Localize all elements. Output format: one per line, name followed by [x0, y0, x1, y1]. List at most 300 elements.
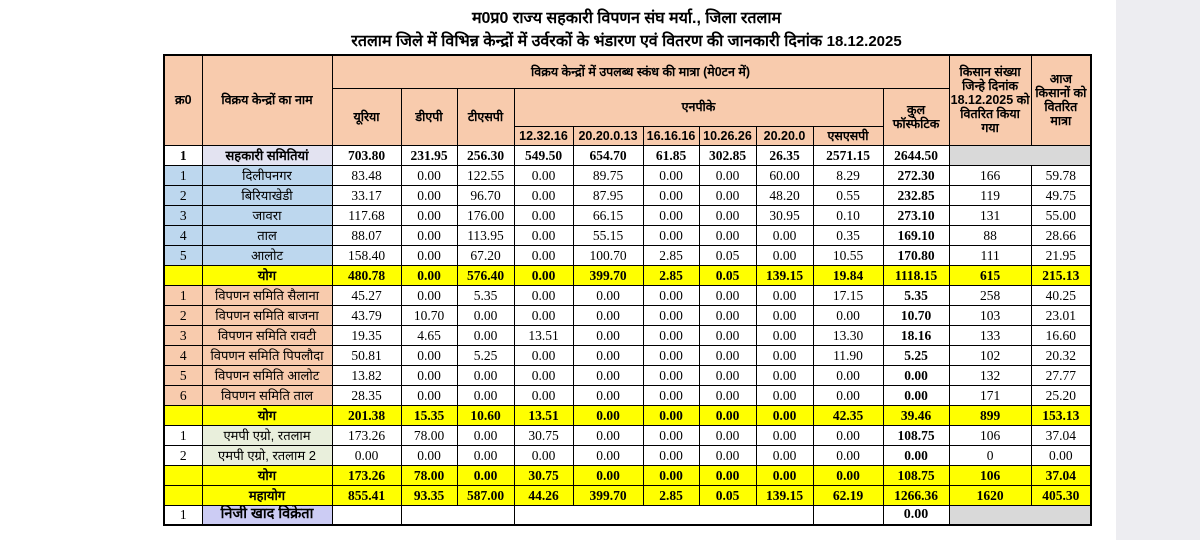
- cell-today-quantity: 37.04: [1031, 465, 1091, 485]
- cell-ssp: 0.10: [813, 205, 883, 225]
- header-center-name: विक्रय केन्द्रों का नाम: [202, 55, 332, 145]
- cell-center-name: बिरियाखेडी: [202, 185, 332, 205]
- cell-total-phosphatic: 232.85: [883, 185, 949, 205]
- cell-farmers-count: 258: [949, 285, 1031, 305]
- cell-ssp: 0.35: [813, 225, 883, 245]
- cell-total-phosphatic: 2644.50: [883, 145, 949, 165]
- cell-npk-12.32.16: 0.00: [514, 345, 573, 365]
- cell-npk-20.20.0.13: 89.75: [573, 165, 643, 185]
- header-total-phosphatic: कुल फॉस्फेटिक: [883, 88, 949, 145]
- cell-npk-12.32.16: 0.00: [514, 165, 573, 185]
- cell-npk-20.20.0: 0.00: [756, 445, 813, 465]
- cell-total-phosphatic: 39.46: [883, 405, 949, 425]
- cell-total-phosphatic: 1118.15: [883, 265, 949, 285]
- cell-today-quantity: 27.77: [1031, 365, 1091, 385]
- cell-npk-20.20.0.13: 0.00: [573, 405, 643, 425]
- table-row: [164, 165, 1091, 185]
- cell-npk-12.32.16: 0.00: [514, 245, 573, 265]
- cell-dap: 0.00: [401, 345, 457, 365]
- cell-npk-16.16.16: 2.85: [643, 485, 699, 505]
- cell-total-phosphatic: 1266.36: [883, 485, 949, 505]
- cell-serial: 2: [164, 445, 202, 465]
- cell-npk-20.20.0: 26.35: [756, 145, 813, 165]
- cell-tsp: 587.00: [457, 485, 514, 505]
- table-row: [164, 425, 1091, 445]
- cell-dap: 231.95: [401, 145, 457, 165]
- cell-npk-12.32.16: 0.00: [514, 225, 573, 245]
- cell-npk-20.20.0: 0.00: [756, 465, 813, 485]
- cell-today-quantity: 40.25: [1031, 285, 1091, 305]
- cell-npk-20.20.0: 48.20: [756, 185, 813, 205]
- cell-dap: 0.00: [401, 165, 457, 185]
- cell-total-phosphatic: 170.80: [883, 245, 949, 265]
- cell-serial: 1: [164, 165, 202, 185]
- cell-serial: 3: [164, 325, 202, 345]
- cell-dap: 0.00: [401, 365, 457, 385]
- cell-farmers-count: 133: [949, 325, 1031, 345]
- header-stock-band: विक्रय केन्द्रों में उपलब्ध स्कंध की मात्रा (मे0टन में): [332, 55, 949, 88]
- cell-npk-20.20.0: 0.00: [756, 245, 813, 265]
- cell-tsp: 5.35: [457, 285, 514, 305]
- cell-total-phosphatic: 0.00: [883, 365, 949, 385]
- cell-npk-12.32.16: 0.00: [514, 365, 573, 385]
- cell-npk-20.20.0: 30.95: [756, 205, 813, 225]
- cell-serial: 1: [164, 505, 202, 525]
- cell-center-name: विपणन समिति ताल: [202, 385, 332, 405]
- cell-npk-16.16.16: 0.00: [643, 385, 699, 405]
- table-row: [164, 465, 1091, 485]
- cell-dap: 0.00: [401, 205, 457, 225]
- cell-npk-16.16.16: 61.85: [643, 145, 699, 165]
- cell-npk-10.26.26: 0.00: [699, 225, 756, 245]
- cell-npk-20.20.0: 0.00: [756, 325, 813, 345]
- cell-npk-16.16.16: 0.00: [643, 165, 699, 185]
- cell-center-name: विपणन समिति आलोट: [202, 365, 332, 385]
- cell-serial: [164, 265, 202, 285]
- cell-dap: 0.00: [401, 385, 457, 405]
- cell-urea: 50.81: [332, 345, 401, 365]
- cell-npk-20.20.0.13: 0.00: [573, 445, 643, 465]
- cell-dap: 0.00: [401, 265, 457, 285]
- table-row: [164, 485, 1091, 505]
- cell-urea: 173.26: [332, 425, 401, 445]
- cell-tsp: 113.95: [457, 225, 514, 245]
- cell-today-quantity: 0.00: [1031, 445, 1091, 465]
- cell-urea: 173.26: [332, 465, 401, 485]
- report-subtitle-text: रतलाम जिले में विभिन्न केन्द्रों में उर्वरकों के भंडारण एवं वितरण की जानकारी दिनांक: [351, 33, 823, 50]
- cell-total-phosphatic: 272.30: [883, 165, 949, 185]
- cell-total-phosphatic: 5.25: [883, 345, 949, 365]
- cell-farmers-count: 1620: [949, 485, 1031, 505]
- cell-center-name: योग: [202, 265, 332, 285]
- table-row: [164, 245, 1091, 265]
- cell-npk-12.32.16: 0.00: [514, 185, 573, 205]
- cell-tsp: 576.40: [457, 265, 514, 285]
- cell-urea: 43.79: [332, 305, 401, 325]
- cell-today-quantity: 37.04: [1031, 425, 1091, 445]
- cell-center-name: योग: [202, 405, 332, 425]
- cell-npk-12.32.16: 0.00: [514, 205, 573, 225]
- cell-npk-12.32.16: 0.00: [514, 385, 573, 405]
- cell-today-quantity: 59.78: [1031, 165, 1091, 185]
- cell-npk-16.16.16: 0.00: [643, 225, 699, 245]
- table-row: [164, 185, 1091, 205]
- table-row: [164, 305, 1091, 325]
- cell-npk-16.16.16: 0.00: [643, 285, 699, 305]
- cell-farmers-count: 119: [949, 185, 1031, 205]
- header-farmers-count: किसान संख्या जिन्हे दिनांक 18.12.2025 को वितरित किया गया: [949, 55, 1031, 145]
- cell-serial: 5: [164, 245, 202, 265]
- cell-npk-10.26.26: 0.00: [699, 345, 756, 365]
- cell-urea: 33.17: [332, 185, 401, 205]
- cell-npk-20.20.0.13: 0.00: [573, 325, 643, 345]
- cell-npk-20.20.0.13: 399.70: [573, 265, 643, 285]
- cell-center-name: निजी खाद विक्रेता: [202, 505, 332, 525]
- table-row: [164, 345, 1091, 365]
- cell-today-quantity: 49.75: [1031, 185, 1091, 205]
- cell-tsp: 256.30: [457, 145, 514, 165]
- cell-serial: 3: [164, 205, 202, 225]
- cell-npk-10.26.26: 0.00: [699, 205, 756, 225]
- cell-npk-12.32.16: 44.26: [514, 485, 573, 505]
- header-npk-16-16-16: 16.16.16: [643, 126, 699, 145]
- table-row: [164, 205, 1091, 225]
- cell-farmers-count: 171: [949, 385, 1031, 405]
- cell-npk-20.20.0: 0.00: [756, 365, 813, 385]
- cell-center-name: विपणन समिति बाजना: [202, 305, 332, 325]
- table-row: [164, 445, 1091, 465]
- cell-npk-10.26.26: 0.00: [699, 385, 756, 405]
- cell-npk-12.32.16: 0.00: [514, 305, 573, 325]
- cell-npk-20.20.0.13: 399.70: [573, 485, 643, 505]
- cell-npk-20.20.0.13: 0.00: [573, 345, 643, 365]
- cell-today-quantity: 405.30: [1031, 485, 1091, 505]
- cell-npk-16.16.16: 2.85: [643, 265, 699, 285]
- cell-npk-20.20.0: 0.00: [756, 385, 813, 405]
- cell-ssp: 11.90: [813, 345, 883, 365]
- cell-ssp: 10.55: [813, 245, 883, 265]
- cell-ssp: 19.84: [813, 265, 883, 285]
- table-row: [164, 325, 1091, 345]
- cell-ssp: 17.15: [813, 285, 883, 305]
- cell-npk-16.16.16: 0.00: [643, 205, 699, 225]
- header-npk-20-20-0-13: 20.20.0.13: [573, 126, 643, 145]
- cell-npk-12.32.16: 30.75: [514, 465, 573, 485]
- cell-npk-12.32.16: 0.00: [514, 285, 573, 305]
- cell-tsp: 122.55: [457, 165, 514, 185]
- cell-total-phosphatic: 10.70: [883, 305, 949, 325]
- cell-urea: 19.35: [332, 325, 401, 345]
- cell-urea: 855.41: [332, 485, 401, 505]
- cell-npk-10.26.26: 0.00: [699, 305, 756, 325]
- cell-today-quantity: 21.95: [1031, 245, 1091, 265]
- cell-npk-20.20.0: 139.15: [756, 265, 813, 285]
- cell-npk-16.16.16: 0.00: [643, 365, 699, 385]
- cell-tsp: 0.00: [457, 305, 514, 325]
- cell-ssp: 0.00: [813, 305, 883, 325]
- cell-blocked: [949, 505, 1091, 525]
- table-row: [164, 505, 1091, 525]
- header-npk-20-20-0: 20.20.0: [756, 126, 813, 145]
- cell-center-name: एमपी एग्रो, रतलाम 2: [202, 445, 332, 465]
- cell-tsp: 0.00: [457, 385, 514, 405]
- cell-npk-20.20.0.13: 87.95: [573, 185, 643, 205]
- cell-dap-tsp: [401, 505, 514, 525]
- cell-dap: 0.00: [401, 185, 457, 205]
- cell-tsp: 5.25: [457, 345, 514, 365]
- cell-total-phosphatic: 0.00: [883, 385, 949, 405]
- cell-npk-10.26.26: 0.00: [699, 325, 756, 345]
- cell-dap: 0.00: [401, 225, 457, 245]
- cell-urea: [332, 505, 401, 525]
- report-title: म0प्र0 राज्य सहकारी विपणन संघ मर्या., जिला रतलाम: [471, 10, 782, 27]
- cell-center-name: विपणन समिति सैलाना: [202, 285, 332, 305]
- cell-total-phosphatic: 108.75: [883, 465, 949, 485]
- header-today-quantity: आज किसानों को वितरित मात्रा: [1031, 55, 1091, 145]
- cell-npk-12.32.16: 30.75: [514, 425, 573, 445]
- cell-npk-20.20.0.13: 654.70: [573, 145, 643, 165]
- table-row: [164, 385, 1091, 405]
- report-subtitle: [163, 31, 1090, 53]
- cell-npk-16.16.16: 0.00: [643, 465, 699, 485]
- cell-center-name: योग: [202, 465, 332, 485]
- cell-npk-16.16.16: 0.00: [643, 185, 699, 205]
- cell-dap: 15.35: [401, 405, 457, 425]
- cell-tsp: 67.20: [457, 245, 514, 265]
- cell-npk-16.16.16: 0.00: [643, 325, 699, 345]
- cell-ssp: 0.55: [813, 185, 883, 205]
- cell-dap: 0.00: [401, 285, 457, 305]
- cell-today-quantity: 20.32: [1031, 345, 1091, 365]
- cell-urea: 83.48: [332, 165, 401, 185]
- cell-today-quantity: 28.66: [1031, 225, 1091, 245]
- cell-tsp: 0.00: [457, 365, 514, 385]
- cell-npk-20.20.0: 0.00: [756, 305, 813, 325]
- cell-serial: 1: [164, 285, 202, 305]
- cell-serial: 5: [164, 365, 202, 385]
- cell-urea: 88.07: [332, 225, 401, 245]
- cell-total-phosphatic: 169.10: [883, 225, 949, 245]
- cell-urea: 480.78: [332, 265, 401, 285]
- cell-dap: 78.00: [401, 425, 457, 445]
- cell-farmers-count: 103: [949, 305, 1031, 325]
- cell-serial: 2: [164, 305, 202, 325]
- cell-total-phosphatic: 0.00: [883, 505, 949, 525]
- cell-dap: 0.00: [401, 445, 457, 465]
- cell-total-phosphatic: 0.00: [883, 445, 949, 465]
- cell-center-name: ताल: [202, 225, 332, 245]
- table-row: [164, 145, 1091, 165]
- cell-urea: 703.80: [332, 145, 401, 165]
- cell-npk-20.20.0: 0.00: [756, 345, 813, 365]
- cell-today-quantity: 25.20: [1031, 385, 1091, 405]
- cell-today-quantity: 215.13: [1031, 265, 1091, 285]
- header-serial: क्र0: [164, 55, 202, 145]
- cell-ssp: 0.00: [813, 385, 883, 405]
- cell-serial: 2: [164, 185, 202, 205]
- cell-farmers-count: 132: [949, 365, 1031, 385]
- cell-total-phosphatic: 5.35: [883, 285, 949, 305]
- cell-npk-20.20.0: 0.00: [756, 225, 813, 245]
- cell-npk-10.26.26: 0.00: [699, 405, 756, 425]
- cell-ssp: 0.00: [813, 445, 883, 465]
- header-tsp: टीएसपी: [457, 88, 514, 145]
- report-date: 18.12.2025: [826, 33, 902, 50]
- cell-total-phosphatic: 18.16: [883, 325, 949, 345]
- cell-today-quantity: 55.00: [1031, 205, 1091, 225]
- cell-npk-10.26.26: 0.00: [699, 365, 756, 385]
- cell-ssp: 8.29: [813, 165, 883, 185]
- cell-npk-10.26.26: 0.00: [699, 465, 756, 485]
- cell-npk-10.26.26: 0.00: [699, 185, 756, 205]
- cell-ssp: [813, 505, 883, 525]
- cell-tsp: 96.70: [457, 185, 514, 205]
- cell-npk-16.16.16: 0.00: [643, 425, 699, 445]
- cell-serial: 4: [164, 345, 202, 365]
- cell-urea: 28.35: [332, 385, 401, 405]
- cell-serial: [164, 485, 202, 505]
- cell-center-name: जावरा: [202, 205, 332, 225]
- cell-dap: 78.00: [401, 465, 457, 485]
- cell-npk-16.16.16: 0.00: [643, 445, 699, 465]
- cell-npk-10.26.26: 0.00: [699, 425, 756, 445]
- cell-npk-10.26.26: 0.05: [699, 265, 756, 285]
- cell-blocked: [949, 145, 1091, 165]
- cell-npk-10.26.26: 0.00: [699, 165, 756, 185]
- cell-npk: [514, 505, 813, 525]
- cell-npk-12.32.16: 0.00: [514, 265, 573, 285]
- cell-npk-16.16.16: 2.85: [643, 245, 699, 265]
- cell-npk-20.20.0: 60.00: [756, 165, 813, 185]
- cell-farmers-count: 615: [949, 265, 1031, 285]
- cell-tsp: 176.00: [457, 205, 514, 225]
- cell-ssp: 62.19: [813, 485, 883, 505]
- cell-farmers-count: 102: [949, 345, 1031, 365]
- table-row: [164, 225, 1091, 245]
- cell-npk-12.32.16: 13.51: [514, 405, 573, 425]
- header-npk-12-32-16: 12.32.16: [514, 126, 573, 145]
- cell-tsp: 0.00: [457, 425, 514, 445]
- cell-center-name: आलोट: [202, 245, 332, 265]
- cell-npk-20.20.0.13: 55.15: [573, 225, 643, 245]
- cell-urea: 0.00: [332, 445, 401, 465]
- cell-npk-10.26.26: 0.05: [699, 485, 756, 505]
- cell-npk-20.20.0: 0.00: [756, 425, 813, 445]
- cell-farmers-count: 88: [949, 225, 1031, 245]
- cell-urea: 117.68: [332, 205, 401, 225]
- cell-npk-20.20.0.13: 0.00: [573, 425, 643, 445]
- cell-urea: 45.27: [332, 285, 401, 305]
- cell-serial: [164, 465, 202, 485]
- cell-serial: 4: [164, 225, 202, 245]
- cell-center-name: विपणन समिति पिपलौदा: [202, 345, 332, 365]
- fertilizer-stock-table: [163, 54, 1092, 526]
- cell-farmers-count: 131: [949, 205, 1031, 225]
- cell-urea: 201.38: [332, 405, 401, 425]
- cell-center-name: दिलीपनगर: [202, 165, 332, 185]
- cell-tsp: 10.60: [457, 405, 514, 425]
- cell-total-phosphatic: 273.10: [883, 205, 949, 225]
- cell-farmers-count: 166: [949, 165, 1031, 185]
- cell-tsp: 0.00: [457, 325, 514, 345]
- viewer-background-strip: [1116, 0, 1200, 540]
- cell-serial: [164, 405, 202, 425]
- cell-npk-16.16.16: 0.00: [643, 405, 699, 425]
- cell-dap: 93.35: [401, 485, 457, 505]
- cell-today-quantity: 153.13: [1031, 405, 1091, 425]
- cell-npk-16.16.16: 0.00: [643, 305, 699, 325]
- cell-npk-20.20.0.13: 0.00: [573, 365, 643, 385]
- header-npk-group: एनपीके: [514, 88, 883, 126]
- cell-npk-20.20.0.13: 0.00: [573, 305, 643, 325]
- cell-farmers-count: 899: [949, 405, 1031, 425]
- cell-npk-20.20.0: 139.15: [756, 485, 813, 505]
- cell-npk-20.20.0: 0.00: [756, 285, 813, 305]
- cell-farmers-count: 106: [949, 425, 1031, 445]
- cell-npk-10.26.26: 0.00: [699, 445, 756, 465]
- cell-npk-10.26.26: 302.85: [699, 145, 756, 165]
- cell-center-name: एमपी एग्रो, रतलाम: [202, 425, 332, 445]
- cell-urea: 158.40: [332, 245, 401, 265]
- cell-today-quantity: 16.60: [1031, 325, 1091, 345]
- table-row: [164, 265, 1091, 285]
- cell-ssp: 0.00: [813, 425, 883, 445]
- cell-farmers-count: 106: [949, 465, 1031, 485]
- cell-dap: 10.70: [401, 305, 457, 325]
- table-row: [164, 405, 1091, 425]
- table-row: [164, 365, 1091, 385]
- cell-npk-20.20.0.13: 0.00: [573, 465, 643, 485]
- cell-center-name: महायोग: [202, 485, 332, 505]
- cell-npk-20.20.0.13: 0.00: [573, 385, 643, 405]
- cell-center-name: सहकारी समितियां: [202, 145, 332, 165]
- cell-farmers-count: 111: [949, 245, 1031, 265]
- header-dap: डीएपी: [401, 88, 457, 145]
- cell-npk-20.20.0.13: 0.00: [573, 285, 643, 305]
- cell-npk-20.20.0: 0.00: [756, 405, 813, 425]
- cell-ssp: 42.35: [813, 405, 883, 425]
- cell-npk-20.20.0.13: 66.15: [573, 205, 643, 225]
- cell-npk-12.32.16: 549.50: [514, 145, 573, 165]
- cell-tsp: 0.00: [457, 445, 514, 465]
- cell-dap: 0.00: [401, 245, 457, 265]
- cell-npk-16.16.16: 0.00: [643, 345, 699, 365]
- cell-center-name: विपणन समिति रावटी: [202, 325, 332, 345]
- cell-dap: 4.65: [401, 325, 457, 345]
- cell-ssp: 13.30: [813, 325, 883, 345]
- cell-npk-10.26.26: 0.05: [699, 245, 756, 265]
- header-urea: यूरिया: [332, 88, 401, 145]
- cell-serial: 6: [164, 385, 202, 405]
- cell-urea: 13.82: [332, 365, 401, 385]
- header-npk-10-26-26: 10.26.26: [699, 126, 756, 145]
- cell-npk-12.32.16: 0.00: [514, 445, 573, 465]
- cell-farmers-count: 0: [949, 445, 1031, 465]
- cell-npk-20.20.0.13: 100.70: [573, 245, 643, 265]
- header-ssp: एसएसपी: [813, 126, 883, 145]
- cell-serial: 1: [164, 425, 202, 445]
- cell-npk-12.32.16: 13.51: [514, 325, 573, 345]
- cell-ssp: 0.00: [813, 365, 883, 385]
- cell-today-quantity: 23.01: [1031, 305, 1091, 325]
- cell-ssp: 0.00: [813, 465, 883, 485]
- cell-serial: 1: [164, 145, 202, 165]
- cell-ssp: 2571.15: [813, 145, 883, 165]
- cell-tsp: 0.00: [457, 465, 514, 485]
- cell-npk-10.26.26: 0.00: [699, 285, 756, 305]
- cell-total-phosphatic: 108.75: [883, 425, 949, 445]
- table-row: [164, 285, 1091, 305]
